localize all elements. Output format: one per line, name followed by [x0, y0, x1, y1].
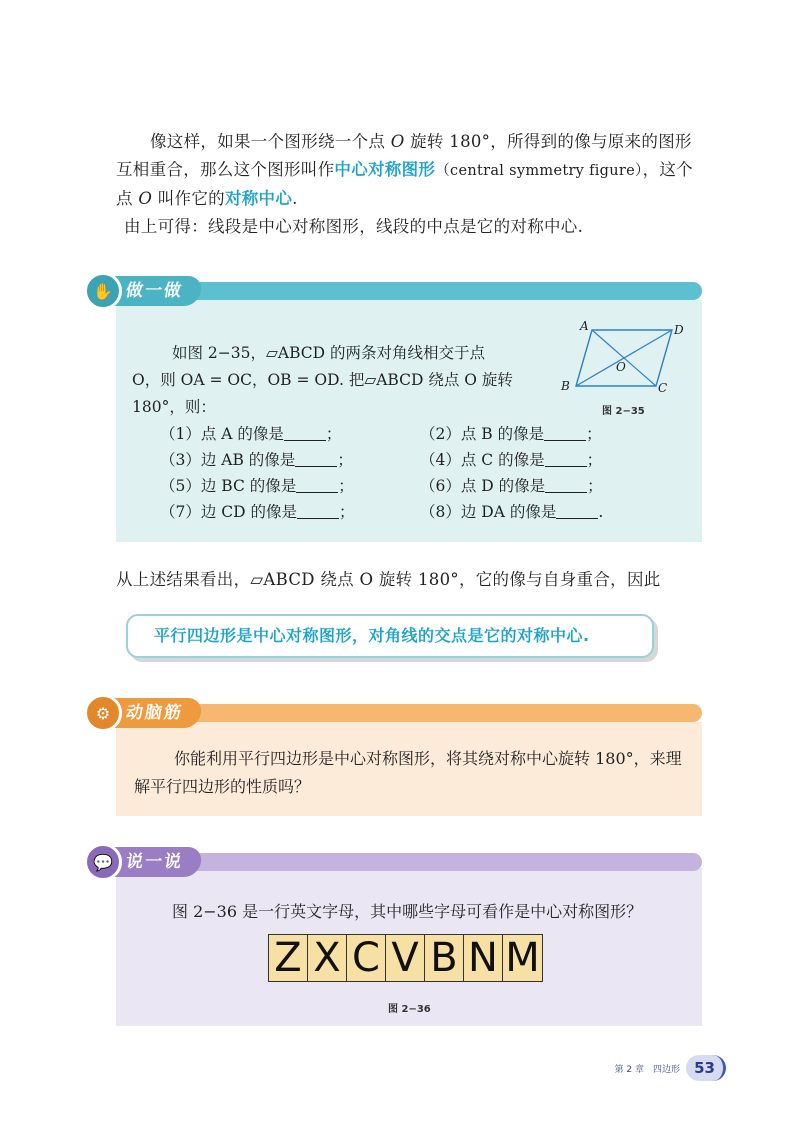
intro-text: 像这样，如果一个图形绕一个点 [150, 132, 391, 151]
think-text: 你能利用平行四边形是中心对称图形，将其绕对称中心旋转 180°，来理解平行四边形的性质吗？ [134, 749, 682, 796]
answer-blank[interactable] [556, 502, 598, 519]
question-2: （2）点 B 的像是 ； [420, 425, 602, 443]
activity-line-2: O，则 OA = OC，OB = OD. 把▱ABCD 绕点 O 旋转 [132, 371, 513, 389]
letter-m: M [503, 935, 542, 981]
answer-blank[interactable] [297, 502, 339, 519]
label-a: A [580, 319, 589, 333]
page-number: 53 [686, 1055, 726, 1081]
question-7: （7）边 CD 的像是 ； [160, 503, 355, 521]
letter-b: B [425, 935, 464, 981]
header-bar [114, 282, 702, 300]
intro-text: 叫作它的 [152, 189, 225, 208]
label-d: D [674, 323, 684, 337]
question-3: （3）边 AB 的像是 ； [160, 451, 353, 469]
answer-blank[interactable] [545, 476, 587, 493]
hands-icon: ✋ [84, 272, 122, 310]
activity-text [132, 340, 532, 421]
figure-caption-2-36: 图 2−36 [388, 1004, 431, 1015]
questions-left [160, 422, 355, 526]
letter-v: V [386, 935, 425, 981]
section-header-think [84, 696, 702, 730]
label-c: C [658, 381, 668, 395]
question-1: （1）点 A 的像是 ； [160, 425, 342, 443]
intro-text: ，这个点 [116, 160, 693, 208]
conclusion-text: 平行四边形是中心对称图形，对角线的交点是它的对称中心. [154, 626, 590, 645]
letter-x: X [308, 935, 347, 981]
activity-line-3: 180°，则： [132, 398, 216, 416]
point-o: O [390, 132, 405, 151]
question-6: （6）点 D 的像是 ； [420, 477, 603, 495]
section-title: 做一做 [102, 276, 203, 306]
term-english: （central symmetry figure） [435, 163, 643, 179]
point-o: O [138, 189, 153, 208]
intro-text: . [292, 189, 298, 208]
header-bar [114, 853, 702, 871]
question-4: （4）点 C 的像是 ； [420, 451, 603, 469]
question-8: （8）边 DA 的像是 . [420, 503, 604, 521]
intro-paragraph [116, 128, 706, 213]
conclusion-box [126, 614, 654, 658]
section-title: 说一说 [102, 847, 203, 877]
speech-icon: 💬 [84, 843, 122, 881]
section-title: 动脑筋 [102, 698, 203, 728]
section-header-do [84, 274, 702, 308]
activity-line-1: 如图 2−35，▱ABCD 的两条对角线相交于点 [172, 344, 486, 362]
answer-blank[interactable] [284, 424, 326, 441]
chapter-label: 第 2 章 四边形 [614, 1064, 680, 1075]
page-footer [615, 1055, 726, 1081]
summary-text: 由上可得：线段是中心对称图形，线段的中点是它的对称中心. [124, 217, 584, 236]
term-center: 对称中心 [224, 189, 293, 208]
result-text: 从上述结果看出，▱ABCD 绕点 O 旋转 180°，它的像与自身重合，因此 [116, 570, 661, 589]
question-5: （5）边 BC 的像是 ； [160, 477, 354, 495]
letter-n: N [464, 935, 503, 981]
label-o: O [616, 360, 626, 374]
letter-c: C [347, 935, 386, 981]
questions-right [420, 422, 603, 526]
letters-row [268, 934, 543, 982]
letter-z: Z [269, 935, 308, 981]
answer-blank[interactable] [296, 476, 338, 493]
term-central-symmetry: 中心对称图形 [334, 160, 436, 179]
label-b: B [561, 379, 570, 393]
answer-blank[interactable] [544, 424, 586, 441]
answer-blank[interactable] [295, 450, 337, 467]
header-bar [114, 704, 702, 722]
discuss-text: 图 2−36 是一行英文字母，其中哪些字母可看作是中心对称图形？ [172, 902, 643, 921]
diagonal-bd [576, 330, 672, 386]
figure-caption-2-35: 图 2−35 [602, 406, 645, 417]
parallelogram-figure [560, 318, 690, 398]
intro-summary [116, 213, 706, 241]
intro-text: 旋转 180°，所得到的像与原来的图形互相重合，那么这个图形叫作 [116, 132, 692, 179]
gears-icon: ⚙ [84, 694, 122, 732]
answer-blank[interactable] [545, 450, 587, 467]
section-header-discuss [84, 845, 702, 879]
